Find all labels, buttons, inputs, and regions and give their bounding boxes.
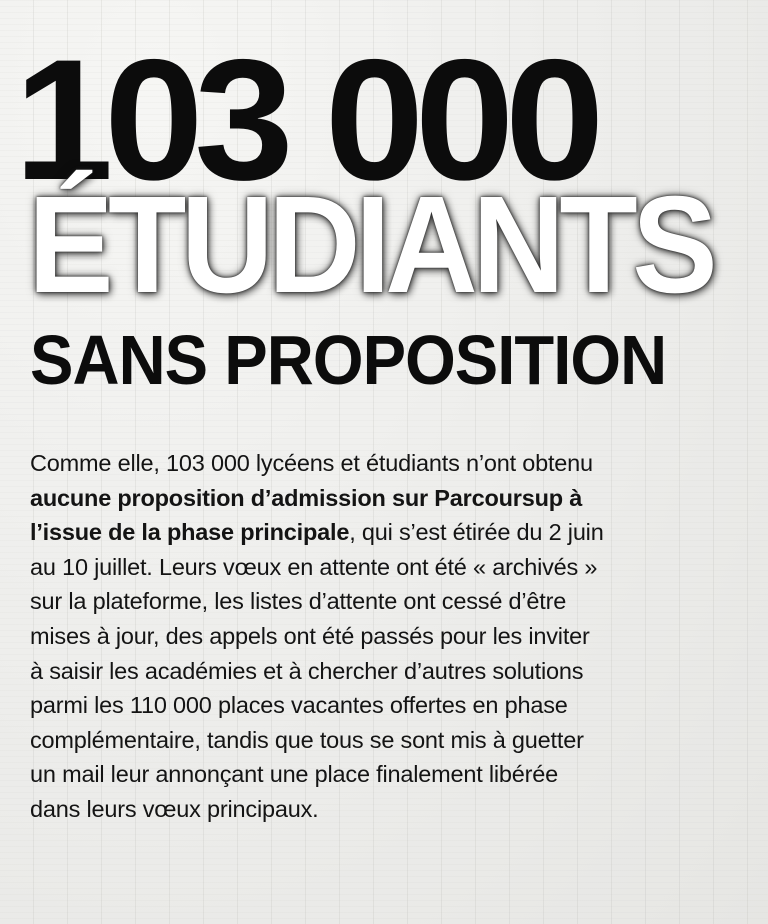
body-line: [30, 515, 742, 550]
body-segment: Comme elle, 103 000 lycéens et étudiants n’ont obtenu: [30, 450, 593, 476]
body-line: [30, 584, 742, 619]
body-segment-bold: aucune proposition d’admission sur Parcoursup à: [30, 484, 583, 511]
body-line: [30, 792, 742, 827]
body-segment: sur la plateforme, les listes d’attente ont cessé d’être: [30, 588, 567, 615]
body-segment: à saisir les académies et à chercher d’autres solutions: [30, 657, 584, 684]
body-line: [30, 550, 742, 585]
body-line: [30, 446, 742, 481]
body-line: [30, 723, 742, 758]
body-line: [30, 757, 742, 792]
body-segment: au 10 juillet. Leurs vœux en attente ont été « archivés »: [30, 553, 598, 580]
headline-subtitle: SANS PROPOSITION: [30, 321, 667, 399]
body-segment: parmi les 110 000 places vacantes offertes en phase: [30, 692, 568, 719]
headline-word: ÉTUDIANTS: [28, 168, 713, 322]
body-segment: un mail leur annonçant une place finalement libérée: [30, 761, 559, 788]
body-paragraph: [30, 446, 742, 827]
body-segment: dans leurs vœux principaux.: [30, 795, 319, 822]
body-segment: mises à jour, des appels ont été passés pour les inviter: [30, 622, 590, 649]
body-line: [30, 654, 742, 689]
headline-number: 103 000: [14, 24, 596, 216]
body-segment-bold: l’issue de la phase principale: [30, 519, 350, 546]
body-line: [30, 619, 742, 654]
body-segment: , qui s’est étirée du 2 juin: [349, 519, 604, 546]
body-line: [30, 688, 742, 723]
body-line: [30, 481, 742, 516]
body-segment: complémentaire, tandis que tous se sont mis à guetter: [30, 726, 584, 753]
